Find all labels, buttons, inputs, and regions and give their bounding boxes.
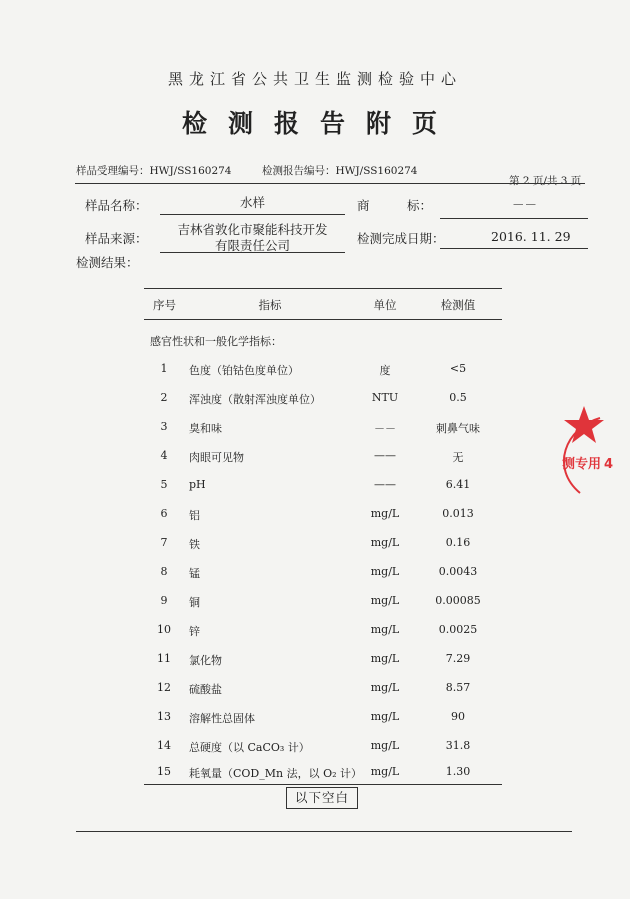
row-unit: mg/L xyxy=(370,565,400,578)
row-value: 0.16 xyxy=(445,536,471,549)
row-unit: mg/L xyxy=(370,594,400,607)
row-unit: mg/L xyxy=(370,681,400,694)
row-value: 0.0043 xyxy=(438,565,478,578)
row-item: 总硬度（以 CaCO₃ 计） xyxy=(189,741,310,754)
trademark-value: －－ xyxy=(512,197,538,212)
completion-date-value: 2016. 11. 29 xyxy=(491,229,571,244)
row-number: 13 xyxy=(157,710,171,723)
row-value: 0.5 xyxy=(449,391,467,404)
organization-name: 黑龙江省公共卫生监测检验中心 xyxy=(167,70,462,88)
col-header-number: 序号 xyxy=(153,298,176,312)
footer-rule xyxy=(76,831,572,832)
row-item: 铁 xyxy=(189,538,200,551)
row-number: 6 xyxy=(160,507,168,520)
table-top-rule xyxy=(144,288,502,289)
row-item: 氯化物 xyxy=(189,654,222,667)
row-unit: mg/L xyxy=(370,536,400,549)
row-item: 臭和味 xyxy=(189,422,222,435)
report-number: 检测报告编号：HWJ/SS160274 xyxy=(262,165,418,177)
row-unit: NTU xyxy=(371,391,399,404)
row-value: 刺鼻气味 xyxy=(436,422,480,435)
svg-text:4: 4 xyxy=(604,457,614,472)
end-of-report-note: 以下空白 xyxy=(286,787,358,809)
row-item: 硫酸盐 xyxy=(189,683,222,696)
row-unit: —— xyxy=(374,478,396,491)
trademark-label: 商 标： xyxy=(357,198,433,213)
svg-text:测专用: 测专用 xyxy=(562,457,602,472)
sample-source-line1: 吉林省敦化市聚能科技开发 xyxy=(177,222,328,237)
row-item: 色度（铂钴色度单位） xyxy=(189,364,299,377)
row-unit: －－ xyxy=(374,422,396,435)
row-number: 8 xyxy=(160,565,168,578)
sample-name-underline xyxy=(160,214,345,215)
row-unit: mg/L xyxy=(370,710,400,723)
row-value: 6.41 xyxy=(445,478,471,491)
row-unit: mg/L xyxy=(370,507,400,520)
sample-source-label: 样品来源： xyxy=(85,231,148,246)
row-number: 14 xyxy=(157,739,171,752)
row-number: 2 xyxy=(160,391,168,404)
row-item: 溶解性总固体 xyxy=(189,712,255,725)
row-item: 铜 xyxy=(189,596,200,609)
official-seal-stamp xyxy=(560,398,630,508)
section-heading: 感官性状和一般化学指标： xyxy=(150,335,282,348)
row-unit: —— xyxy=(374,449,396,462)
row-item: 锌 xyxy=(189,625,200,638)
row-value: 0.0025 xyxy=(438,623,478,636)
row-value: 0.00085 xyxy=(435,594,481,607)
sample-source-line2: 有限责任公司 xyxy=(214,238,290,253)
row-number: 12 xyxy=(157,681,171,694)
row-item: 锰 xyxy=(189,567,200,580)
row-value: 8.57 xyxy=(445,681,471,694)
report-title: 检测报告附页 xyxy=(181,109,458,138)
row-item: pH xyxy=(189,478,206,491)
row-number: 1 xyxy=(160,362,168,375)
trademark-underline xyxy=(440,218,588,219)
row-value: <5 xyxy=(449,362,467,375)
row-unit: mg/L xyxy=(370,765,400,778)
row-number: 10 xyxy=(157,623,171,636)
row-unit: mg/L xyxy=(370,739,400,752)
table-header-rule xyxy=(144,319,502,320)
row-item: 肉眼可见物 xyxy=(189,451,244,464)
row-unit: mg/L xyxy=(370,623,400,636)
row-value: 31.8 xyxy=(445,739,471,752)
row-number: 11 xyxy=(157,652,171,665)
row-item: 浑浊度（散射浑浊度单位） xyxy=(189,393,321,406)
row-unit: 度 xyxy=(379,364,391,377)
row-value: 无 xyxy=(452,451,464,464)
sample-name-label: 样品名称： xyxy=(85,198,148,213)
row-value: 7.29 xyxy=(445,652,471,665)
row-number: 7 xyxy=(160,536,168,549)
row-number: 5 xyxy=(160,478,168,491)
row-number: 3 xyxy=(160,420,168,433)
row-item: 耗氧量（COD_Mn 法，以 O₂ 计） xyxy=(189,767,363,780)
results-label: 检测结果： xyxy=(76,255,139,270)
row-number: 9 xyxy=(160,594,168,607)
sample-name-value: 水样 xyxy=(239,195,265,210)
col-header-item: 指标 xyxy=(258,298,282,312)
header-divider xyxy=(75,183,585,184)
col-header-unit: 单位 xyxy=(373,298,397,312)
table-bottom-rule xyxy=(144,784,502,785)
row-value: 90 xyxy=(451,710,465,723)
sample-source-underline xyxy=(160,252,345,253)
sample-receipt-number: 样品受理编号：HWJ/SS160274 xyxy=(76,165,232,177)
stamp-star-icon xyxy=(564,406,604,443)
completion-date-underline xyxy=(440,248,588,249)
row-unit: mg/L xyxy=(370,652,400,665)
row-value: 0.013 xyxy=(442,507,474,520)
completion-date-label: 检测完成日期： xyxy=(357,231,445,246)
row-number: 15 xyxy=(157,765,171,778)
row-number: 4 xyxy=(160,449,168,462)
row-value: 1.30 xyxy=(445,765,471,778)
page-indicator: 第 2 页/共 3 页 xyxy=(509,175,582,187)
row-item: 铝 xyxy=(189,509,200,522)
col-header-value: 检测值 xyxy=(440,298,476,312)
